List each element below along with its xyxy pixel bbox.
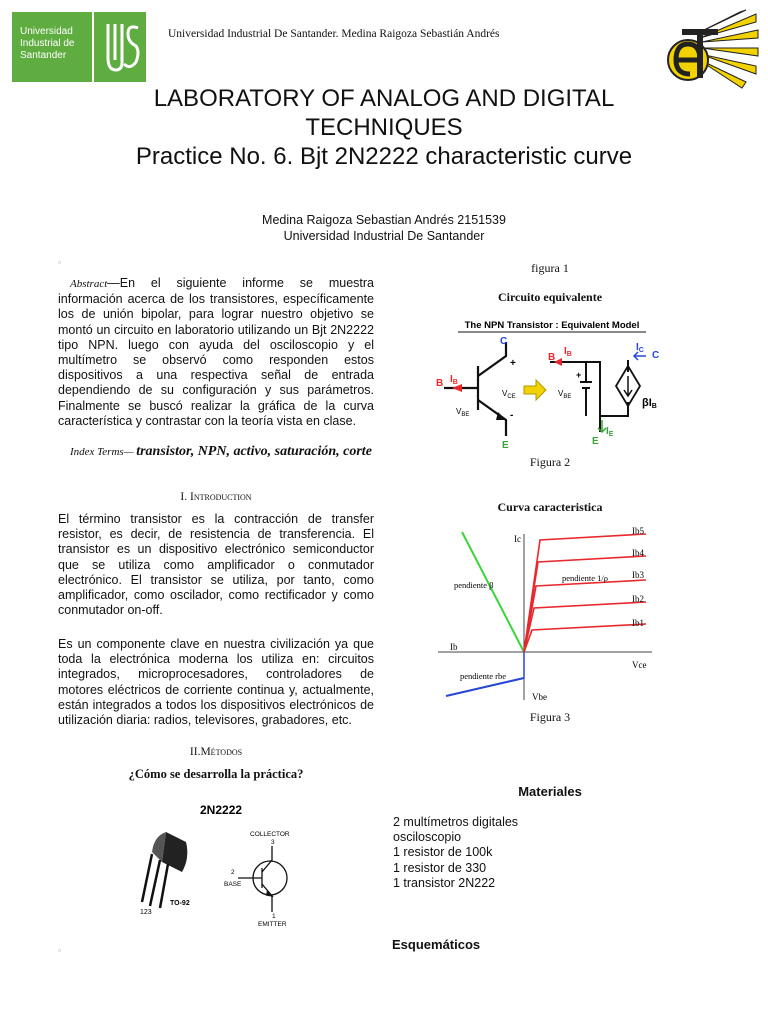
paper-title-line2: TECHNIQUES [305, 114, 463, 141]
section-heading-methods [58, 746, 374, 758]
curve-label: Ib5 [632, 526, 644, 536]
base-label: BASE [224, 881, 242, 888]
slope-beta-line [462, 532, 524, 652]
model-header: The NPN Transistor : Equivalent Model [464, 320, 640, 331]
model-plus-sign: + [576, 370, 582, 380]
curve-label: Ib3 [632, 570, 644, 580]
paper-title-line1: LABORATORY OF ANALOG AND DIGITAL [153, 85, 615, 112]
ib-curves [524, 534, 646, 652]
uis-logo [12, 12, 146, 82]
model-label-ie: $I_E$ [606, 426, 614, 438]
npn-symbol-icon [238, 846, 287, 912]
figure2-caption: Figura 2 [529, 455, 571, 469]
slope-rbe-label: pendiente rbe [460, 671, 507, 681]
figure3-caption: Figura 3 [529, 710, 571, 724]
section-number: II. [189, 746, 201, 758]
section-number: I. [180, 491, 190, 503]
intro-paragraph-2: Es un componente clave en nuestra civilización ya que toda la electrónica moderna los utiliza en: circuitos integrados, microprocesadores, controladores de motores eléctricos de corriente continua y, actualmente, están integrados a todos los dispositivos electrónicos de utilización diaria: radios, televisores, grabadores, etc. [58, 637, 374, 728]
abstract-label: Abstract [70, 278, 108, 290]
index-terms [58, 442, 374, 461]
axis-label-vbe: Vbe [532, 692, 547, 702]
terminal-e: E [502, 440, 509, 451]
slope-beta-label: pendiente β [454, 580, 494, 590]
model-label-ib: $I_B$ [564, 346, 572, 358]
figure1-title: Circuito equivalente [497, 290, 603, 304]
methods-question: ¿Cómo se desarrolla la práctica? [128, 767, 304, 781]
model-label-vbe: $V_{BE}$ [558, 389, 572, 400]
arrow-right-icon [524, 380, 546, 400]
package-label: TO-92 [170, 900, 190, 907]
author-affiliation: Universidad Industrial De Santander [283, 229, 485, 243]
curve-label: Ib2 [632, 594, 644, 604]
intro-paragraph-1: El término transistor es la contracción de transfer resistor, es decir, de resistencia de transferencia. El transistor es un dispositivo electrónico semiconductor que se utiliza como amplificador o conmutador electrónico. El transistor se utiliza, por tanto, como amplificador, como oscilador, como rectificador y como conmutador on-off. [58, 512, 374, 618]
slope-rho-label: pendiente 1/ρ [562, 573, 609, 583]
axis-label-vce: Vce [632, 660, 647, 670]
logo-line: Industrial de [20, 38, 75, 49]
et-logo-icon [660, 8, 760, 90]
list-item: osciloscopio [393, 830, 462, 845]
index-terms-list: transistor, NPN, activo, saturación, corte [136, 444, 372, 459]
bullet-marker: ▫ [58, 258, 61, 267]
minus-sign: - [510, 410, 514, 421]
logo-divider [92, 12, 94, 82]
list-item: 1 resistor de 100k [393, 845, 493, 860]
terminal-c: C [500, 336, 508, 347]
emitter-label: EMITTER [258, 921, 287, 928]
figure2-title: Curva caracteristica [497, 500, 603, 514]
abstract-text: —En el siguiente informe se muestra información acerca de los transistores, específicamente los de unión bipolar, para lograr nuestro objetivo se montó un circuito en laboratorio utilizando un Bjt 2N2222 tipo NPN. luego con ayuda del osciloscopio y el multímetro se observó como responden estos dispositivos a una respectiva señal de entrada dependiendo de su configuración y sus parámetros. Finalmente se buscó realizar la gráfica de la curva característica y contrastar con la teoría vista en clase. [58, 276, 374, 428]
section-heading-intro [58, 491, 374, 503]
pin3-label: 3 [271, 839, 275, 846]
list-item: 1 resistor de 330 [393, 860, 487, 875]
pinout-title: 2N2222 [200, 803, 243, 817]
to92-package-icon [142, 832, 187, 908]
model-label-beta-ib: βIB [642, 397, 657, 410]
materials-list [393, 815, 518, 891]
section-title: Introduction [189, 491, 252, 503]
logo-line: Universidad [20, 26, 73, 37]
running-head: Universidad Industrial De Santander. Medina Raigoza Sebastián Andrés [168, 28, 500, 40]
label-vce: $V_{CE}$ [502, 389, 516, 400]
list-item: 2 multímetros digitales [393, 815, 519, 829]
schematics-title: Esquemáticos [392, 937, 481, 952]
plus-sign: + [510, 358, 516, 369]
characteristic-curve-figure [436, 522, 656, 706]
terminal-b: B [436, 378, 444, 389]
pin1-label: 1 [272, 913, 276, 920]
abstract [58, 276, 374, 429]
bullet-marker: ▫ [58, 946, 61, 955]
section-title: Métodos [200, 746, 243, 758]
logo-line: Santander [20, 50, 67, 61]
curve-label: Ib1 [632, 618, 644, 628]
label-ib: $I_B$ [450, 374, 458, 386]
pin-numbers: 123 [140, 909, 152, 916]
materials-title: Materiales [518, 784, 582, 799]
index-terms-label: Index Terms [70, 446, 124, 458]
pin2-label: 2 [231, 869, 235, 876]
label-vbe: $V_{BE}$ [456, 407, 470, 418]
uis-logo-text [20, 26, 74, 62]
npn-equivalent-model-figure [430, 316, 674, 452]
author-line: Medina Raigoza Sebastian Andrés 2151539 [262, 213, 506, 227]
curve-label: Ib4 [632, 548, 644, 558]
paper-title-line3: Practice No. 6. Bjt 2N2222 characteristic curve [135, 143, 633, 170]
model-terminal-b: B [548, 352, 556, 363]
model-terminal-e: E [592, 436, 599, 447]
list-item: 1 transistor 2N222 [393, 875, 496, 890]
model-terminal-c: C [652, 350, 660, 361]
uis-emblem-icon [102, 20, 142, 74]
collector-label: COLLECTOR [250, 831, 290, 838]
axis-label-ib: Ib [450, 642, 458, 652]
index-terms-dash: — [123, 446, 137, 458]
pinout-figure [130, 798, 310, 930]
model-label-ic: $I_C$ [636, 342, 644, 354]
figure1-caption: figura 1 [531, 261, 569, 275]
axis-label-ic: Ic [514, 534, 521, 544]
